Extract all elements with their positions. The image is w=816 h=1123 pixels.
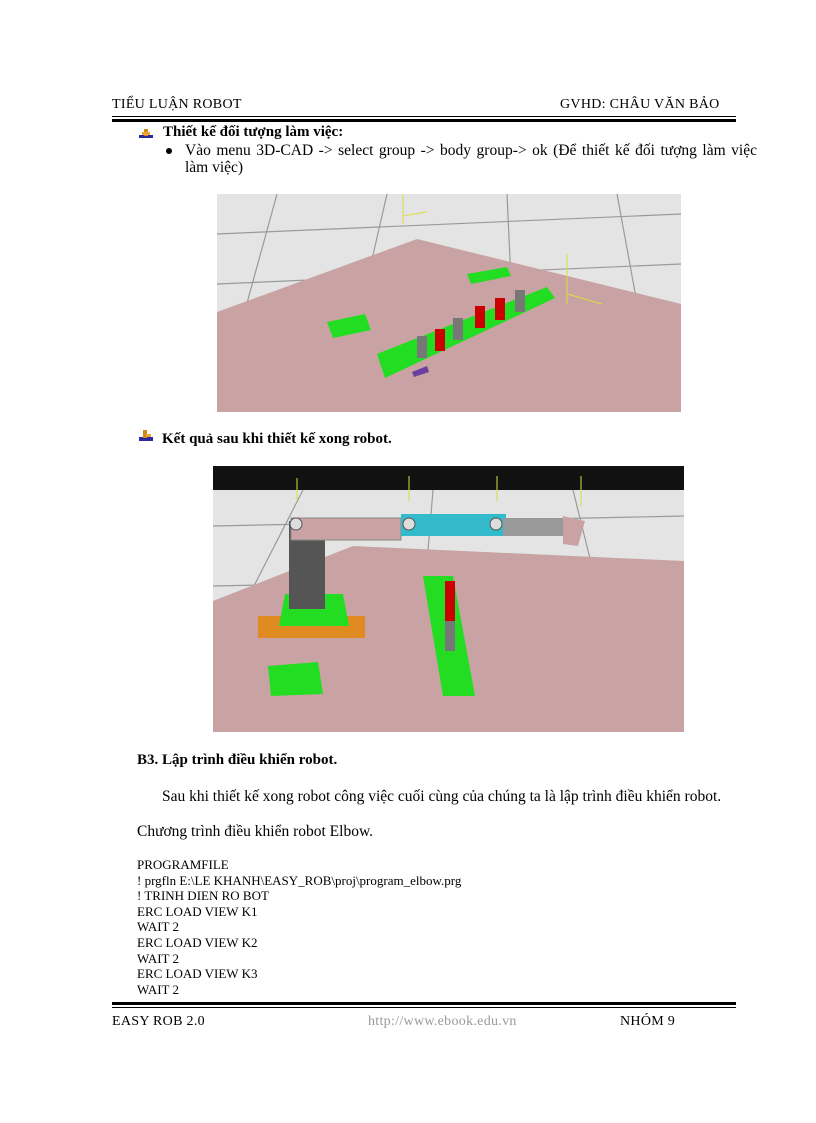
code-line: ERC LOAD VIEW K3 xyxy=(137,966,258,982)
section3-paragraph: Sau khi thiết kế xong robot công việc cuối cùng của chúng ta là lập trình điều khiển robot. xyxy=(162,788,722,805)
code-line: WAIT 2 xyxy=(137,919,180,935)
header-rule-thin xyxy=(112,116,736,117)
section3-subheading: Chương trình điều khiển robot Elbow. xyxy=(137,823,374,840)
footer-right: NHÓM 9 xyxy=(620,1014,676,1029)
section3-heading: B3. Lập trình điều khiển robot. xyxy=(137,752,338,768)
footer-link[interactable]: http://www.ebook.edu.vn xyxy=(368,1014,517,1029)
code-line: WAIT 2 xyxy=(137,981,180,997)
footer-rule-thin xyxy=(112,1007,736,1008)
footer-rule-thick xyxy=(112,1002,736,1005)
footer-left: EASY ROB 2.0 xyxy=(112,1014,205,1029)
code-line: ! TRINH DIEN RO BOT xyxy=(137,888,269,904)
round-bullet-icon xyxy=(166,148,172,154)
pointer-hand-icon xyxy=(139,126,155,140)
robot-result-screenshot xyxy=(213,466,684,732)
code-line: PROGRAMFILE xyxy=(137,857,229,872)
work-object-screenshot xyxy=(217,194,681,412)
header-right: GVHD: CHÂU VĂN BẢO xyxy=(560,97,720,112)
code-line: WAIT 2 xyxy=(137,950,180,966)
section1-bullet-text: Vào menu 3D-CAD -> select group -> body group-> ok (Để thiết kế đối tượng làm việc làm việc) xyxy=(185,142,757,176)
code-line: ERC LOAD VIEW K1 xyxy=(137,903,258,919)
pointer-hand-icon xyxy=(139,430,155,444)
header-left: TIỂU LUẬN ROBOT xyxy=(112,97,242,112)
section2-heading: Kết quả sau khi thiết kế xong robot. xyxy=(162,431,392,447)
code-line: ERC LOAD VIEW K2 xyxy=(137,934,258,950)
header-rule-thick xyxy=(112,119,736,122)
section1-heading: Thiết kế đối tượng làm việc: xyxy=(163,124,344,140)
code-line: ! prgfln E:\LE KHANH\EASY_ROB\proj\program_elbow.prg xyxy=(137,872,462,888)
code-listing xyxy=(137,857,697,997)
